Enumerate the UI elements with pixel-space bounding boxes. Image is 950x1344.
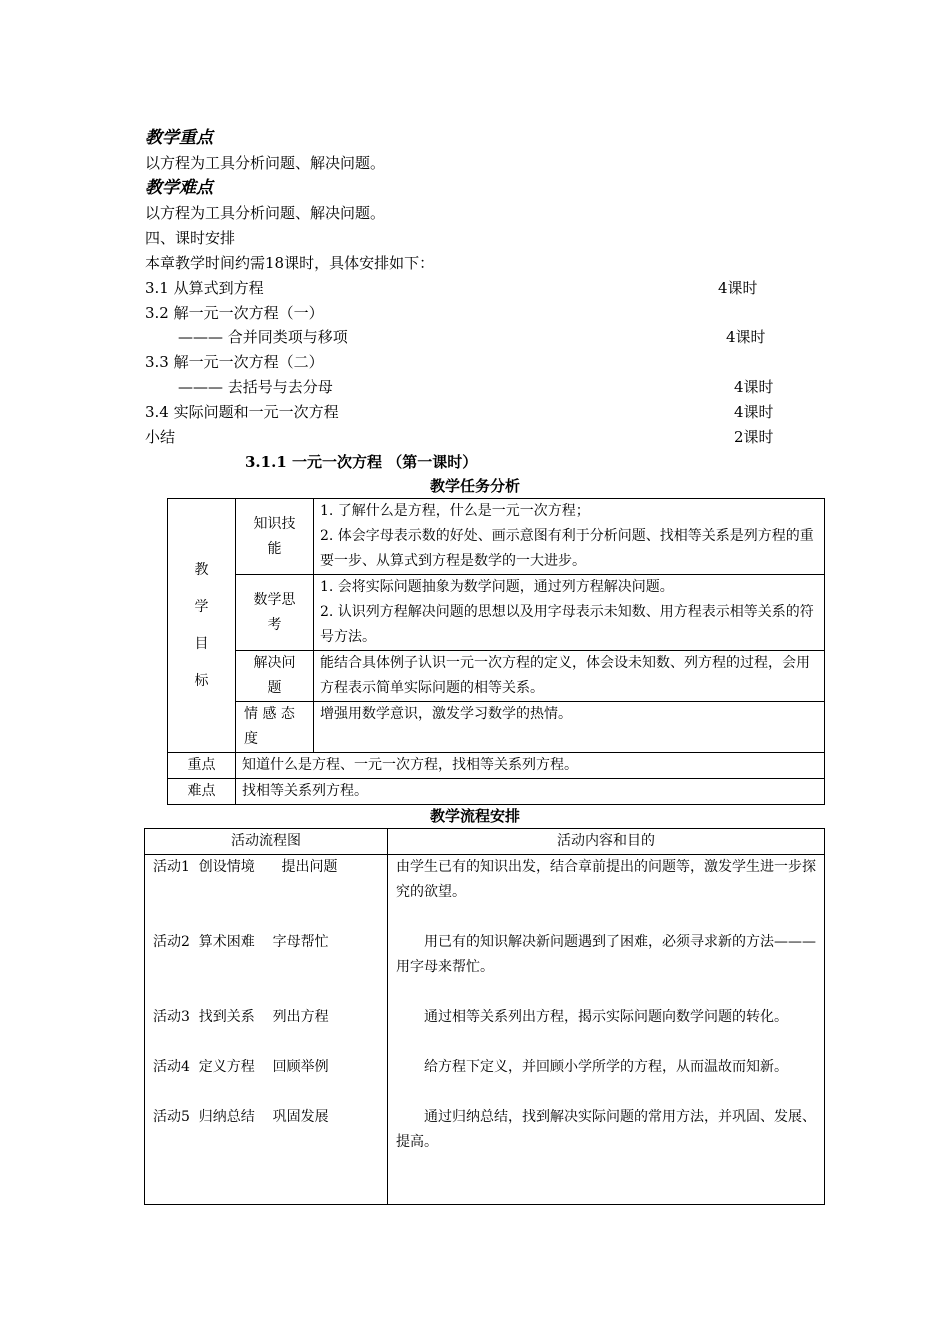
- schedule-hours: 4课时: [734, 378, 774, 396]
- category-cell: 数学思考: [236, 575, 314, 651]
- focus-text: 以方程为工具分析问题、解决问题。: [145, 154, 386, 172]
- purpose-list-cell: [388, 855, 825, 1205]
- goal-label-char: 标: [194, 672, 209, 689]
- purpose-item: 给方程下定义，并回顾小学所学的方程，从而温故而知新。: [424, 1059, 788, 1075]
- schedule-intro: 本章教学时间约需18课时，具体安排如下：: [145, 254, 435, 272]
- schedule-item: 3.2 解一元一次方程（一）: [145, 304, 324, 322]
- content-line: 2. 体会字母表示数的好处、画示意图有利于分析问题、找相等关系是列方程的重要一步、从算式到方程是数学的一大进步。: [320, 528, 814, 569]
- activity-item: 活动3 找到关系 列出方程: [153, 1009, 329, 1025]
- category-cell: 解决问题: [236, 651, 314, 702]
- content-cell: [314, 702, 825, 753]
- difficulty-content-cell: 找相等关系列方程。: [236, 779, 825, 805]
- category-cell: 情 感 态 度: [236, 702, 314, 753]
- activity-item: 活动4 定义方程 回顾举例: [153, 1059, 329, 1075]
- schedule-hours: 4课时: [734, 403, 774, 421]
- focus-content-cell: 知道什么是方程、一元一次方程，找相等关系列方程。: [236, 753, 825, 779]
- schedule-item: ——— 合并同类项与移项: [178, 328, 348, 346]
- difficulty-title: 教学难点: [145, 178, 213, 198]
- purpose-item: 由学生已有的知识出发，结合章前提出的问题等，激发学生进一步探究的欲望。: [396, 859, 816, 900]
- category-cell: 知识技能: [236, 499, 314, 575]
- purpose-item: 用已有的知识解决新问题遇到了困难，必须寻求新的方法———用字母来帮忙。: [396, 934, 816, 975]
- schedule-item: 3.1 从算式到方程: [145, 279, 264, 297]
- schedule-hours: 4课时: [726, 328, 766, 346]
- purpose-item: 通过归纳总结，找到解决实际问题的常用方法，并巩固、发展、提高。: [396, 1109, 816, 1150]
- task-analysis-table: [167, 498, 825, 805]
- task-table-title: 教学任务分析: [429, 477, 520, 495]
- flow-table: [144, 828, 825, 1205]
- focus-title: 教学重点: [145, 128, 213, 148]
- activity-list-cell: [145, 855, 388, 1205]
- goal-label-cell: [168, 499, 236, 753]
- schedule-item: ——— 去括号与去分母: [178, 378, 333, 396]
- content-cell: [314, 575, 825, 651]
- difficulty-label-cell: 难点: [168, 779, 236, 805]
- activity-item: 活动1 创设情境 提出问题: [153, 859, 338, 875]
- schedule-hours: 4课时: [718, 279, 758, 297]
- activity-item: 活动2 算术困难 字母帮忙: [153, 934, 329, 950]
- schedule-hours: 2课时: [734, 428, 774, 446]
- activity-item: 活动5 归纳总结 巩固发展: [153, 1109, 329, 1125]
- content-line: 1. 会将实际问题抽象为数学问题，通过列方程解决问题。: [320, 579, 674, 595]
- content-cell: [314, 651, 825, 702]
- schedule-item: 3.4 实际问题和一元一次方程: [145, 403, 339, 421]
- flow-table-title: 教学流程安排: [429, 807, 520, 825]
- schedule-item: 3.3 解一元一次方程（二）: [145, 353, 324, 371]
- flow-col1-header: 活动流程图: [145, 829, 388, 855]
- content-line: 增强用数学意识，激发学习数学的热情。: [320, 706, 572, 722]
- focus-label-cell: 重点: [168, 753, 236, 779]
- flow-col2-header: 活动内容和目的: [388, 829, 825, 855]
- goal-label-char: 教: [194, 561, 209, 578]
- schedule-item: 小结: [145, 428, 176, 446]
- content-line: 能结合具体例子认识一元一次方程的定义，体会设未知数、列方程的过程，会用方程表示简单实际问题的相等关系。: [320, 655, 810, 696]
- schedule-title: 四、课时安排: [145, 229, 236, 247]
- content-cell: [314, 499, 825, 575]
- lesson-title: 3.1.1 一元一次方程 （第一课时）: [245, 453, 478, 471]
- goal-label-char: 目: [194, 635, 209, 652]
- difficulty-text: 以方程为工具分析问题、解决问题。: [145, 204, 386, 222]
- purpose-item: 通过相等关系列出方程，揭示实际问题向数学问题的转化。: [424, 1009, 788, 1025]
- content-line: 1. 了解什么是方程，什么是一元一次方程；: [320, 503, 590, 519]
- goal-label-char: 学: [194, 598, 209, 615]
- content-line: 2. 认识列方程解决问题的思想以及用字母表示未知数、用方程表示相等关系的符号方法。: [320, 604, 814, 645]
